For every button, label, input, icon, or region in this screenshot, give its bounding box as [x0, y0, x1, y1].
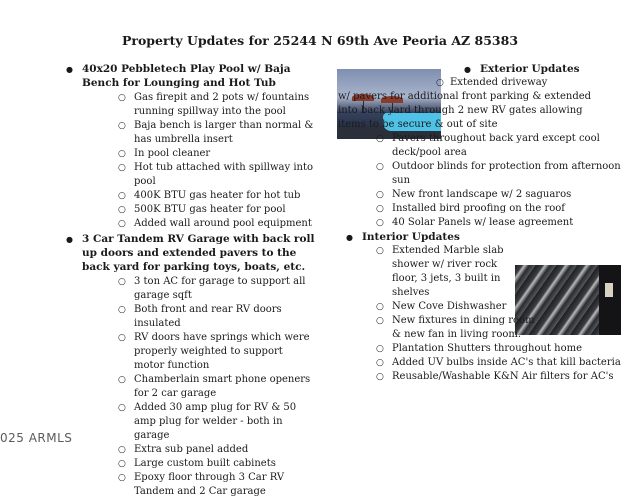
exterior-heading: ● Exterior Updates: [340, 62, 630, 76]
watermark: 025 ARMLS: [0, 431, 73, 445]
pool-section: [60, 62, 316, 231]
list-item: ○ Added 30 amp plug for RV & 50 amp plug for welder - both in garage: [82, 401, 316, 443]
garage-section: [60, 232, 316, 499]
list-item: ○ New fixtures in dining room & new fan in living room.: [340, 314, 630, 342]
list-item: ○ Baja bench is larger than normal & has umbrella insert: [82, 119, 316, 147]
interior-section: [340, 230, 630, 244]
list-item: ○ New Cove Dishwasher: [340, 300, 630, 314]
list-item: ○ In pool cleaner: [82, 147, 316, 161]
list-item: ○ Pavers throughout back yard except cool deck/pool area: [340, 132, 630, 160]
garage-heading: 3 Car Tandem RV Garage with back roll up doors and extended pavers to the back yard for parking toys, boats, etc.: [82, 233, 315, 273]
list-item: ○ Plantation Shutters throughout home: [340, 342, 630, 356]
list-item: ○ New front landscape w/ 2 saguaros: [340, 188, 630, 202]
list-item: ○ 3 ton AC for garage to support all garage sqft: [82, 275, 316, 303]
list-item: ○ Reusable/Washable K&N Air filters for AC's: [340, 370, 630, 384]
list-item-continuation: w/ pavers for additional front parking & extended into back yard through 2 new RV gates allowing items to be secure & out of site: [338, 91, 592, 130]
right-column: [340, 62, 630, 384]
list-item: ○ Large custom built cabinets: [82, 457, 316, 471]
list-item: ○ Both front and rear RV doors insulated: [82, 303, 316, 331]
list-item: ○ Installed bird proofing on the roof: [340, 202, 630, 216]
list-item: ○ Extended Marble slab shower w/ river rock floor, 3 jets, 3 built in shelves: [340, 244, 630, 300]
list-item: ○ 40 Solar Panels w/ lease agreement: [340, 216, 630, 230]
list-item: ○ 400K BTU gas heater for hot tub: [82, 189, 316, 203]
list-item: ○ RV doors have springs which were properly weighted to support motor function: [82, 331, 316, 373]
list-item: ○ Extended driveway: [340, 76, 630, 90]
list-item: ○ Added wall around pool equipment: [82, 217, 316, 231]
list-item: ○ Epoxy floor through 3 Car RV Tandem and 2 Car garage: [82, 471, 316, 499]
list-item: ○ Outdoor blinds for protection from afternoon sun: [340, 160, 630, 188]
list-item: ○ 500K BTU gas heater for pool: [82, 203, 316, 217]
list-item: ○ Hot tub attached with spillway into pool: [82, 161, 316, 189]
page-title: Property Updates for 25244 N 69th Ave Peoria AZ 85383: [121, 33, 519, 48]
interior-heading: Interior Updates: [362, 231, 460, 243]
left-column: [60, 62, 316, 499]
list-item: ○ Chamberlain smart phone openers for 2 car garage: [82, 373, 316, 401]
list-item: ○ Gas firepit and 2 pots w/ fountains running spillway into the pool: [82, 91, 316, 119]
pool-heading: 40x20 Pebbletech Play Pool w/ Baja Bench for Lounging and Hot Tub: [82, 63, 291, 89]
list-item: ○ Extra sub panel added: [82, 443, 316, 457]
list-item: ○ Added UV bulbs inside AC's that kill bacteria: [340, 356, 630, 370]
